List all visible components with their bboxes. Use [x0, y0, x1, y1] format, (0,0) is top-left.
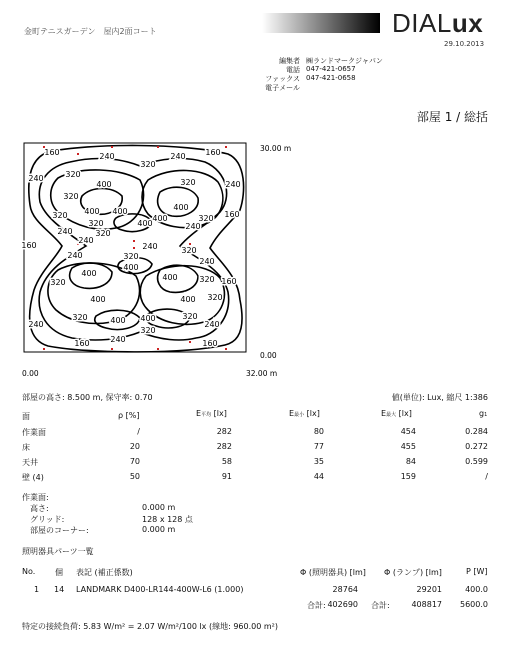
contour-label: 320	[50, 278, 66, 287]
eavg-subscript: 平均	[201, 412, 212, 418]
contour-labels	[21, 148, 240, 348]
col-header-g1	[479, 409, 487, 418]
surface-rho: 20	[129, 442, 140, 451]
col-header-rho: ρ [%]	[118, 411, 140, 420]
emax-symbol: E	[381, 409, 387, 418]
lum-power: 400.0	[465, 585, 488, 594]
contour-label: 320	[181, 246, 197, 255]
surface-emax: 84	[405, 457, 416, 466]
contour-label: 160	[74, 339, 90, 348]
contour-label: 320	[95, 229, 111, 238]
contour-label: 240	[28, 320, 44, 329]
contour-label: 320	[88, 219, 104, 228]
surface-rho: 70	[129, 457, 140, 466]
surface-rho: /	[137, 427, 140, 436]
luminaire-marker	[189, 243, 191, 245]
contour-label: 400	[173, 203, 189, 212]
contour-label: 400	[137, 219, 153, 228]
g1-subscript: 1	[484, 412, 488, 418]
luminaire-marker	[133, 247, 135, 249]
contour-label: 320	[52, 211, 68, 220]
workplane-label-corner: 部屋のコーナー:	[30, 526, 89, 535]
surface-name: 作業面	[22, 428, 46, 437]
contact-value-editor: ㈱ランドマークジャパン	[306, 57, 383, 65]
contour-label: 240	[78, 236, 94, 245]
surface-emin: 35	[313, 457, 324, 466]
contour-label: 240	[57, 227, 73, 236]
contour-label: 240	[204, 320, 220, 329]
workplane-label-height: 高さ:	[30, 504, 49, 513]
emin-subscript: 最小	[294, 412, 305, 418]
report-date: 29.10.2013	[444, 40, 485, 48]
lum-phi-luminaire: 28764	[332, 585, 358, 594]
contour-label: 240	[28, 174, 44, 183]
col-header-surface: 面	[22, 412, 30, 421]
emax-subscript: 最大	[386, 412, 397, 418]
contour-label: 400	[110, 316, 126, 325]
contour-label: 240	[67, 251, 83, 260]
contour-label: 240	[199, 257, 215, 266]
col-header-emin	[289, 409, 320, 418]
lum-col-phi-lamp: Φ (ランプ) [lm]	[384, 568, 442, 577]
contour-label: 320	[207, 293, 223, 302]
lum-label: LANDMARK D400-LR144-400W-L6 (1.000)	[76, 585, 244, 594]
emin-symbol: E	[289, 409, 295, 418]
contour-label: 240	[99, 152, 115, 161]
contour-label: 320	[123, 252, 139, 261]
contact-label-fax: ファックス	[265, 75, 300, 83]
contour-label: 320	[65, 170, 81, 179]
surface-eavg: 91	[221, 472, 232, 481]
contour-label: 400	[84, 207, 100, 216]
contact-label-phone: 電話	[286, 66, 300, 74]
contour-label: 160	[202, 339, 218, 348]
surface-rho: 50	[129, 472, 140, 481]
luminaire-marker	[111, 146, 113, 148]
contact-label-editor: 編集者	[279, 57, 300, 65]
contour-label: 320	[180, 178, 196, 187]
surface-emin: 80	[313, 427, 324, 436]
contour-label: 160	[224, 210, 240, 219]
surface-eavg: 58	[221, 457, 232, 466]
lum-col-count: 個	[55, 568, 63, 577]
contour-label: 160	[21, 241, 37, 250]
luminaire-marker	[189, 341, 191, 343]
lum-col-power: P [W]	[466, 567, 488, 576]
contour-label: 320	[72, 313, 88, 322]
contour-label: 400	[90, 295, 106, 304]
workplane-value-grid: 128 x 128 点	[142, 515, 193, 524]
total-phi-luminaire: 402690	[327, 600, 358, 609]
workplane-title: 作業面:	[22, 493, 49, 502]
workplane-label-grid: グリッド:	[30, 515, 65, 524]
surface-emax: 454	[400, 427, 416, 436]
axis-x-min-label: 0.00	[22, 369, 39, 378]
surface-eavg: 282	[216, 442, 232, 451]
contour-label: 320	[140, 160, 156, 169]
surface-name: 壁 (4)	[22, 473, 44, 482]
contour-label: 400	[140, 314, 156, 323]
contour-label: 240	[225, 180, 241, 189]
axis-y-min-label: 0.00	[260, 351, 277, 360]
total-phi-lamp: 408817	[411, 600, 442, 609]
luminaire-marker	[225, 348, 227, 350]
room-info: 部屋の高さ: 8.500 m, 保守率: 0.70	[22, 393, 153, 402]
luminaire-list-title: 照明器具パーツ一覧	[22, 547, 94, 556]
surface-name: 床	[22, 443, 30, 452]
total-label-1: 合計:	[307, 601, 326, 610]
contour-label: 400	[162, 273, 178, 282]
luminaire-marker	[111, 348, 113, 350]
surface-emax: 455	[400, 442, 416, 451]
project-title: 金町テニスガーデン 屋内2面コート	[24, 27, 157, 36]
contour-label: 160	[44, 148, 60, 157]
units-scale: 値(単位): Lux, 縮尺 1:386	[391, 393, 488, 402]
contour-label: 400	[81, 269, 97, 278]
lum-count: 14	[54, 585, 65, 594]
surface-g1: /	[485, 472, 488, 481]
luminaire-marker	[133, 240, 135, 242]
contour-label: 400	[123, 263, 139, 272]
contour-label: 400	[112, 207, 128, 216]
eavg-unit: [lx]	[213, 409, 227, 418]
contour-label: 400	[180, 295, 196, 304]
contour-label: 320	[140, 326, 156, 335]
contour-label: 320	[63, 192, 79, 201]
contour-label: 240	[110, 335, 126, 344]
lum-phi-lamp: 29201	[416, 585, 442, 594]
surface-g1: 0.599	[465, 457, 488, 466]
surface-emin: 77	[313, 442, 324, 451]
col-header-eavg	[196, 409, 227, 418]
room-title: 部屋 1 / 総括	[416, 110, 488, 124]
logo-bold-text: ux	[451, 8, 484, 38]
lum-col-label: 表記 (補正係数)	[76, 568, 133, 577]
contour-label: 320	[199, 275, 215, 284]
luminaire-marker	[157, 146, 159, 148]
workplane-value-height: 0.000 m	[142, 503, 176, 512]
connected-load: 特定の接続負荷: 5.83 W/m² = 2.07 W/m²/100 lx (線地: 960.00 m²)	[22, 622, 278, 631]
luminaire-marker	[77, 153, 79, 155]
contour-label: 400	[96, 180, 112, 189]
g1-symbol: g	[479, 409, 485, 418]
surface-emax: 159	[400, 472, 416, 481]
contact-value-phone: 047-421-0657	[306, 65, 356, 73]
logo-light-text: DIAL	[392, 8, 452, 38]
lum-col-phi-luminaire: Φ (照明器具) [lm]	[300, 568, 366, 577]
col-header-emax	[381, 409, 412, 418]
contour-label: 160	[221, 277, 237, 286]
emax-unit: [lx]	[398, 409, 412, 418]
luminaire-marker	[43, 348, 45, 350]
eavg-symbol: E	[196, 409, 202, 418]
luminaire-marker	[157, 348, 159, 350]
contour-label: 160	[205, 148, 221, 157]
total-label-2: 合計:	[371, 601, 390, 610]
total-power: 5600.0	[460, 600, 488, 609]
contour-label: 240	[170, 152, 186, 161]
lum-no: 1	[34, 585, 40, 594]
contour-label: 240	[142, 242, 158, 251]
axis-y-max-label: 30.00 m	[260, 144, 292, 153]
surface-name: 天井	[22, 458, 38, 467]
surface-g1: 0.272	[465, 442, 488, 451]
axis-x-max-label: 32.00 m	[246, 369, 278, 378]
contact-value-fax: 047-421-0658	[306, 74, 356, 82]
workplane-value-corner: 0.000 m	[142, 525, 176, 534]
surface-g1: 0.284	[465, 427, 488, 436]
surface-emin: 44	[313, 472, 324, 481]
contour-label: 240	[185, 222, 201, 231]
contour-label: 320	[198, 214, 214, 223]
contour-label: 400	[152, 214, 168, 223]
surface-eavg: 282	[216, 427, 232, 436]
luminaire-marker	[225, 146, 227, 148]
contact-label-email: 電子メール	[265, 84, 300, 92]
emin-unit: [lx]	[306, 409, 320, 418]
contour-label: 320	[182, 312, 198, 321]
lum-col-no: No.	[22, 567, 36, 576]
